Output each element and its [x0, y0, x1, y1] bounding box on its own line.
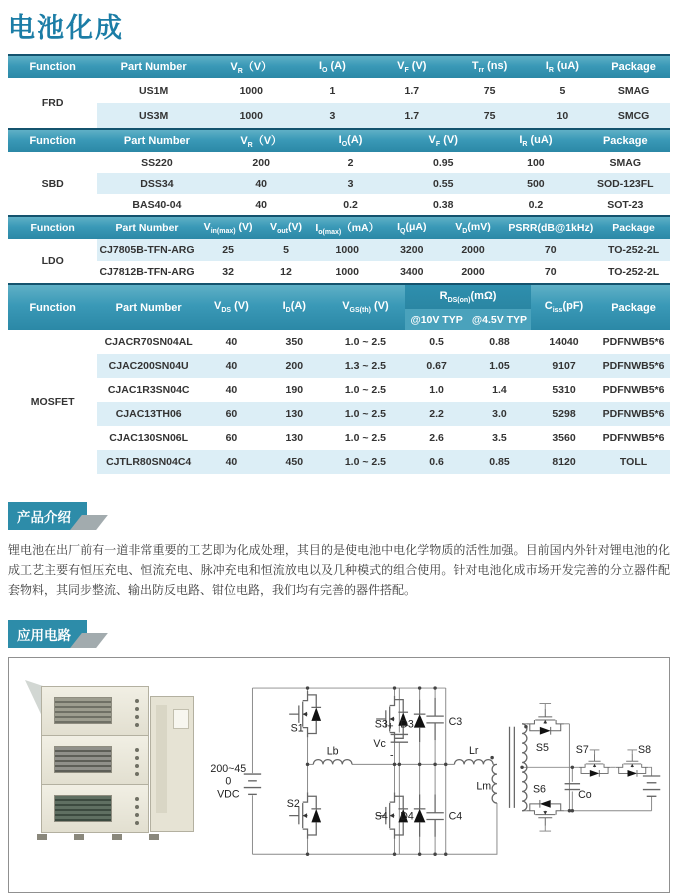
table-cell: BAS40-04 [132, 198, 182, 211]
table-row [8, 78, 670, 103]
table-cell: 2.2 [405, 402, 468, 426]
table-cell: SMCG [597, 103, 670, 128]
table-row [8, 450, 670, 474]
column-header: $I_O(A)$ [306, 129, 395, 152]
label-s1: S1 [290, 722, 304, 735]
table-cell: CJ7812B-TFN-ARG [99, 266, 195, 278]
label-c3: C3 [448, 715, 463, 728]
table-cell: 1000 [335, 266, 359, 278]
mosfet-s7 [578, 754, 610, 776]
table-cell: 200 [263, 354, 326, 378]
function-cell: MOSFET [8, 330, 97, 474]
label-d3: D3 [400, 718, 414, 731]
label-lb: Lb [326, 745, 339, 758]
table-cell: 40 [200, 354, 263, 378]
column-header: @10V TYP [405, 309, 468, 330]
column-header: $R_{DS(on)}(m\Omega)$ [405, 284, 531, 309]
column-header: $V_{DS}$ (V) [200, 284, 263, 330]
table-cell: 0.85 [468, 450, 531, 474]
table-cell: TO-252-2L [597, 239, 670, 261]
table-cell: 1.7 [404, 84, 420, 97]
table-row [8, 239, 670, 261]
table-cell: 5298 [531, 402, 597, 426]
label-vc: Vc [373, 738, 386, 751]
table-cell: 40 [255, 198, 268, 211]
label-s2: S2 [286, 797, 300, 810]
table-cell: 3200 [382, 239, 442, 261]
table-cell: DSS34 [97, 173, 216, 194]
column-header: PSRR(dB@1kHz) [504, 216, 597, 239]
table-cell: 2.6 [429, 432, 444, 444]
column-header: $I_{o(max)}(mA)$ [312, 216, 382, 239]
label-s3: S3 [374, 718, 388, 731]
cabinet-side-panel [150, 696, 194, 832]
function-cell: SBD [8, 152, 97, 215]
column-header: Package [581, 129, 670, 152]
table-cell: 75 [483, 84, 496, 97]
table-cell: 0.5 [429, 336, 444, 348]
table-cell: 40 [217, 173, 306, 194]
table-cell: 450 [263, 450, 326, 474]
table-cell: 0.38 [433, 198, 454, 211]
label-co: Co [578, 789, 592, 802]
function-cell: LDO [8, 239, 97, 283]
table-cell: PDFNWB5*6 [597, 402, 670, 426]
dc-source-symbol [244, 774, 261, 794]
column-header: $I_R$ (uA) [491, 129, 580, 152]
table-cell: 1.0 ~ 2.5 [344, 336, 387, 348]
section-header-product-intro: 产品介绍 [8, 502, 87, 530]
column-header: $I_D(A)$ [263, 284, 326, 330]
table-cell: 0.95 [433, 156, 454, 169]
table-cell: CJAC1R3SN04C [107, 384, 190, 396]
table-row [8, 378, 670, 402]
table-cell: 0.2 [343, 198, 358, 211]
column-header: $V_R(V)$ [210, 55, 293, 78]
column-header: $C_{iss}(pF)$ [531, 284, 597, 330]
table-cell: 2000 [461, 266, 485, 278]
table-cell: 1.0 [429, 384, 444, 396]
column-header: Function [8, 55, 97, 78]
table-cell: 0.2 [528, 198, 544, 211]
table-row [8, 261, 670, 283]
table-cell: 14040 [549, 336, 579, 348]
table-cell: SMAG [609, 156, 642, 169]
page-title: 电池化成 [8, 13, 124, 43]
column-header: $T_{rr}$ (ns) [452, 55, 528, 78]
label-minus: - [389, 749, 394, 762]
table-cell: US3M [97, 103, 210, 128]
mosfet-s6 [527, 800, 564, 826]
transformer-core [510, 727, 515, 808]
mosfet-s8 [616, 754, 648, 776]
application-circuit-panel [8, 657, 670, 893]
label-plus: + [387, 720, 394, 733]
column-header: $V_{GS(th)}$ (V) [326, 284, 405, 330]
table-cell: 0.88 [489, 336, 510, 348]
table-cell: 2 [347, 156, 354, 169]
label-lm: Lm [476, 780, 492, 793]
column-header: Package [597, 55, 670, 78]
table-cell: 350 [285, 336, 304, 348]
table-cell: 1.0 ~ 2.5 [344, 432, 387, 444]
column-header: Part Number [97, 216, 196, 239]
table-cell: 32 [222, 266, 234, 278]
table-cell: 3400 [400, 266, 424, 278]
table-cell: 60 [200, 402, 263, 426]
table-row [8, 354, 670, 378]
table-cell: 1000 [312, 239, 382, 261]
table-cell: 0.6 [405, 450, 468, 474]
table-row [8, 330, 670, 354]
table-row [8, 173, 670, 194]
table-cell: TOLL [597, 450, 670, 474]
table-cell: 2000 [442, 239, 505, 261]
table-cell: SS220 [141, 156, 173, 169]
source-voltage-label: 200~45 [210, 763, 247, 776]
label-s6: S6 [532, 783, 546, 796]
sbd-table [8, 128, 670, 215]
column-header: $V_D(mV)$ [442, 216, 505, 239]
table-cell: 40 [225, 336, 238, 348]
table-cell: CJAC13TH06 [97, 402, 200, 426]
table-cell: 70 [504, 239, 597, 261]
label-s5: S5 [535, 741, 549, 754]
table-cell: 500 [491, 173, 580, 194]
column-header: Package [597, 216, 670, 239]
table-cell: SOD-123FL [581, 173, 670, 194]
inductor-lb [313, 760, 352, 765]
label-s7: S7 [575, 743, 589, 756]
column-header: $V_R(V)$ [217, 129, 306, 152]
table-cell: 25 [197, 239, 260, 261]
table-cell: 1.3 ~ 2.5 [326, 354, 405, 378]
column-header: $V_F$ (V) [372, 55, 451, 78]
table-cell: 5 [559, 84, 566, 97]
diode-d4 [414, 794, 426, 837]
table-cell: 40 [225, 384, 238, 396]
table-cell: CJTLR80SN04C4 [97, 450, 200, 474]
table-cell: PDFNWB5*6 [602, 336, 665, 348]
table-cell: US1M [139, 84, 169, 97]
label-s4: S4 [374, 810, 388, 823]
table-cell: 200 [252, 156, 270, 169]
table-row [8, 103, 670, 128]
column-header: Part Number [97, 55, 210, 78]
column-header: Package [597, 284, 670, 330]
capacitor-c3 [426, 698, 443, 741]
table-cell: 5310 [552, 384, 576, 396]
table-cell: 1000 [210, 103, 293, 128]
section-header-application-circuit: 应用电路 [8, 620, 87, 648]
table-cell: 3.5 [492, 432, 507, 444]
table-cell: 1.4 [492, 384, 507, 396]
column-header: Part Number [97, 129, 216, 152]
column-header: Function [8, 129, 97, 152]
table-row [8, 194, 670, 215]
column-header: Function [8, 216, 97, 239]
label-lr: Lr [469, 744, 479, 757]
table-cell: 40 [200, 450, 263, 474]
table-cell: CJAC130SN06L [109, 432, 189, 444]
table-cell: 3 [306, 173, 395, 194]
application-circuit-diagram [207, 661, 669, 891]
table-cell: CJ7805B-TFN-ARG [97, 239, 196, 261]
column-header: $V_{out}(V)$ [260, 216, 313, 239]
column-header: Part Number [97, 284, 200, 330]
table-cell: TO-252-2L [607, 266, 660, 278]
table-cell: CJACR70SN04AL [104, 336, 193, 348]
label-d4: D4 [400, 810, 414, 823]
column-header: $V_F$ (V) [395, 129, 491, 152]
column-header: $I_R$ (uA) [528, 55, 598, 78]
inductor-lm [492, 764, 497, 803]
table-row [8, 402, 670, 426]
table-cell: 0.67 [405, 354, 468, 378]
product-intro-text: 锂电池在出厂前有一道非常重要的工艺即为化成处理，其目的是使电池中电化学物质的活性加强。目前国内外针对锂电池的化成工艺主要有恒压充电、恒流充电、脉冲充电和恒流放电以及几种模式的组合使用。针对电池化成市场开发完善的分立器件配套物料，其同步整流、输出防反电路、钳位电路，我们均有完善的器件搭配。 [8, 543, 670, 597]
inductor-lr [454, 760, 493, 765]
table-cell: 75 [452, 103, 528, 128]
table-cell: 3 [293, 103, 372, 128]
table-cell: 9107 [531, 354, 597, 378]
table-row [8, 152, 670, 173]
ldo-table [8, 215, 670, 283]
table-cell: PDFNWB5*6 [602, 384, 665, 396]
column-header: @4.5V TYP [468, 309, 531, 330]
mosfet-table [8, 283, 670, 474]
column-header: $I_Q(\mu A)$ [382, 216, 442, 239]
table-cell: PDFNWB5*6 [597, 354, 670, 378]
table-cell: 190 [285, 384, 304, 396]
table-cell: 100 [527, 156, 545, 169]
table-cell: 0.55 [395, 173, 491, 194]
source-voltage-label: 0 [225, 775, 232, 788]
formation-cabinet-stack [41, 686, 149, 833]
column-header: $I_O$ (A) [293, 55, 372, 78]
table-cell: 1.0 ~ 2.5 [326, 402, 405, 426]
table-cell: 1.0 ~ 2.5 [344, 384, 387, 396]
function-cell: FRD [8, 78, 97, 128]
table-cell: 3560 [552, 432, 576, 444]
equipment-photo [15, 668, 207, 868]
diode-d3 [414, 700, 426, 743]
table-cell: SMAG [617, 84, 650, 97]
table-cell: 1.05 [468, 354, 531, 378]
junction-dots [306, 686, 574, 856]
table-cell: 1.0 ~ 2.5 [326, 450, 405, 474]
table-cell: 1000 [239, 84, 263, 97]
frd-table [8, 54, 670, 128]
table-cell: 70 [544, 266, 557, 278]
cabinet-feet [37, 834, 159, 840]
column-header: $V_{in(max)}$ (V) [197, 216, 260, 239]
table-cell: 1 [329, 84, 336, 97]
spec-tables [8, 54, 670, 474]
table-cell: 1.7 [372, 103, 451, 128]
table-cell: 130 [285, 432, 304, 444]
column-header: Function [8, 284, 97, 330]
table-cell: CJAC200SN04U [97, 354, 200, 378]
table-cell: 3.0 [468, 402, 531, 426]
mosfet-s5 [527, 709, 564, 735]
source-voltage-label: VDC [217, 788, 240, 801]
table-cell: 8120 [531, 450, 597, 474]
table-cell: 60 [225, 432, 238, 444]
capacitor-c4 [426, 794, 443, 837]
table-cell: 130 [263, 402, 326, 426]
label-s8: S8 [638, 743, 652, 756]
label-c4: C4 [448, 810, 463, 823]
table-row [8, 426, 670, 450]
table-cell: 5 [260, 239, 313, 261]
table-cell: PDFNWB5*6 [602, 432, 665, 444]
table-cell: 12 [280, 266, 292, 278]
table-cell: SOT-23 [607, 198, 644, 211]
table-cell: 10 [528, 103, 598, 128]
output-battery-symbol [643, 776, 660, 796]
